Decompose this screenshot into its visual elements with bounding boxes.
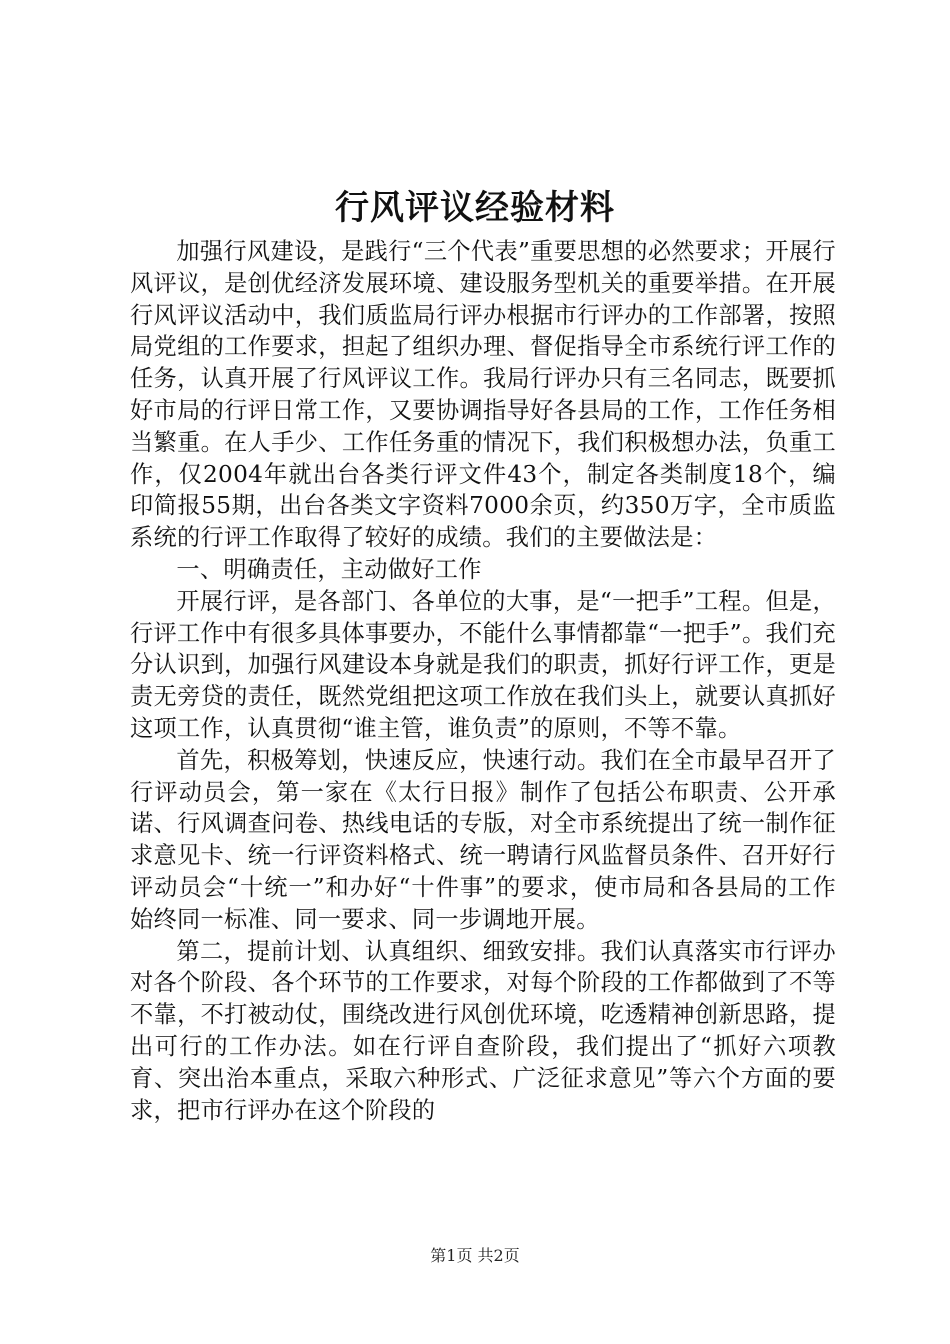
paragraph-second: 第二，提前计划、认真组织、细致安排。我们认真落实市行评办对各个阶段、各个环节的工作要求，对每个阶段的工作都做到了不等不靠，不打被动仗，围绕改进行风创优环境，吃透精神创新思路，提出可行的工作办法。如在行评自查阶段，我们提出了“抓好六项教育、突出治本重点，采取六种形式、广泛征求意见”等六个方面的要求，把市行评办在这个阶段的 — [130, 937, 836, 1124]
paragraph-responsibility: 开展行评，是各部门、各单位的大事，是“一把手”工程。但是，行评工作中有很多具体事要办，不能什么事情都靠“一把手”。我们充分认识到，加强行风建设本身就是我们的职责，抓好行评工作，更是责无旁贷的责任，既然党组把这项工作放在我们头上，就要认真抓好这项工作，认真贯彻“谁主管，谁负责”的原则，不等不靠。 — [130, 587, 836, 742]
section-heading-1: 一、明确责任，主动做好工作 — [176, 555, 482, 583]
document-body — [130, 236, 836, 1126]
page-footer: 第1页 共2页 — [430, 1246, 520, 1265]
document-title: 行风评议经验材料 — [335, 188, 615, 228]
paragraph-first: 首先，积极筹划，快速反应，快速行动。我们在全市最早召开了行评动员会，第一家在《太行日报》制作了包括公布职责、公开承诺、行风调查问卷、热线电话的专版，对全市系统提出了统一制作征求意见卡、统一行评资料格式、统一聘请行风监督员条件、召开好行评动员会“十统一”和办好“十件事”的要求，使市局和各县局的工作始终同一标准、同一要求、同一步调地开展。 — [130, 746, 836, 933]
paragraph-intro: 加强行风建设，是践行“三个代表”重要思想的必然要求；开展行风评议，是创优经济发展环境、建设服务型机关的重要举措。在开展行风评议活动中，我们质监局行评办根据市行评办的工作部署，按照局党组的工作要求，担起了组织办理、督促指导全市系统行评工作的任务，认真开展了行风评议工作。我局行评办只有三名同志，既要抓好市局的行评日常工作，又要协调指导好各县局的工作，工作任务相当繁重。在人手少、工作任务重的情况下，我们积极想办法，负重工作，仅2004年就出台各类行评文件43个，制定各类制度18个，编印简报55期，出台各类文字资料7000余页，约350万字，全市质监系统的行评工作取得了较好的成绩。我们的主要做法是： — [130, 238, 836, 552]
